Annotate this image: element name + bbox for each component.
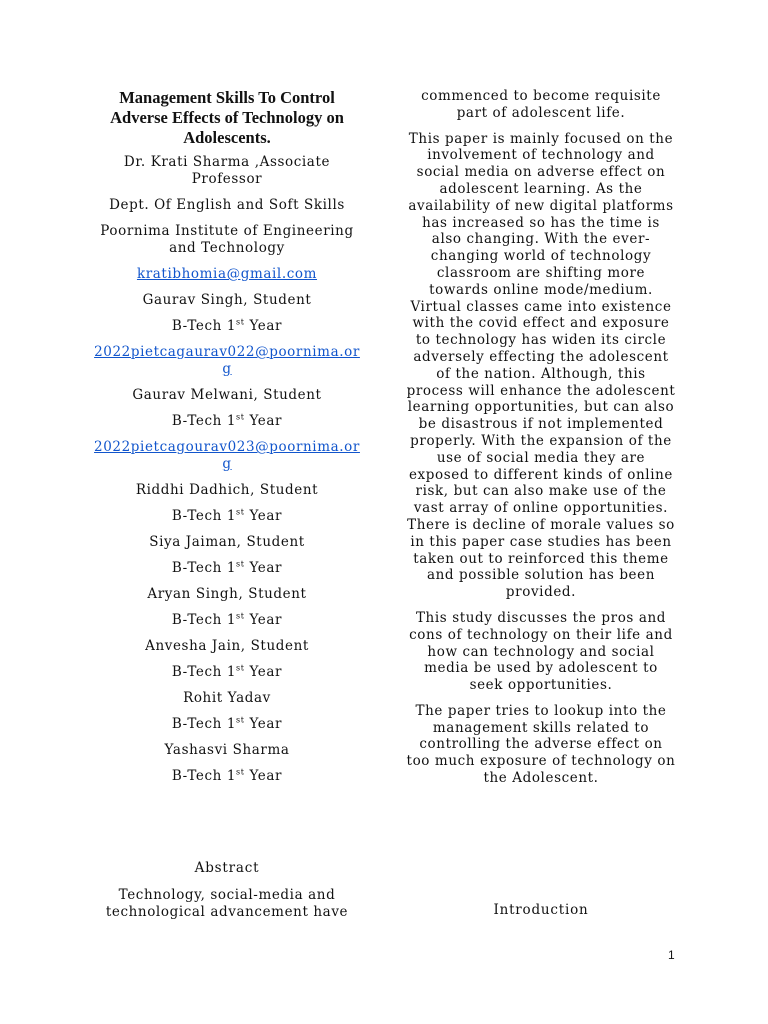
author-name: Riddhi Dadhich, Student: [135, 482, 319, 498]
author-year: B-Tech 1st Year: [171, 663, 283, 680]
author-name: Siya Jaiman, Student: [149, 534, 305, 550]
left-column: [92, 88, 362, 794]
email-link[interactable]: 2022pietcagaurav022@poornima.org: [94, 344, 360, 377]
author-year: B-Tech 1st Year: [171, 507, 283, 524]
page-number: 1: [668, 948, 675, 962]
abstract-continued: commenced to become requisite part of adolescent life.: [421, 88, 661, 121]
author-email[interactable]: [92, 439, 362, 473]
abstract-block: [92, 860, 362, 930]
author-year: B-Tech 1st Year: [171, 317, 283, 334]
author-year: B-Tech 1st Year: [171, 611, 283, 628]
author-name: Rohit Yadav: [183, 690, 271, 706]
abstract-paragraph: The paper tries to lookup into the management skills related to controlling the adverse effect on too much exposure of technology on the Adolescent.: [406, 702, 676, 787]
abstract-lead: Technology, social-media and technological advancement have: [105, 887, 349, 920]
author-email[interactable]: [92, 266, 362, 283]
paper-title: Management Skills To Control Adverse Effects of Technology on Adolescents.: [110, 88, 344, 147]
author-institute: Poornima Institute of Engineering and Technology: [100, 223, 354, 256]
introduction-block: [406, 902, 676, 919]
author-year: B-Tech 1st Year: [171, 559, 283, 576]
author-year: B-Tech 1st Year: [171, 715, 283, 732]
author-name: Yashasvi Sharma: [164, 742, 290, 758]
email-link[interactable]: 2022pietcagourav023@poornima.org: [94, 439, 360, 472]
author-year: B-Tech 1st Year: [171, 767, 283, 784]
introduction-heading: Introduction: [493, 902, 589, 918]
abstract-paragraph: This study discusses the pros and cons of technology on their life and how can technology and social media be used by adolescent to seek opportunities.: [409, 609, 673, 694]
author-name: Anvesha Jain, Student: [145, 638, 309, 654]
author-name: Gaurav Singh, Student: [142, 292, 312, 308]
right-column: [406, 88, 676, 796]
author-name: Gaurav Melwani, Student: [132, 387, 322, 403]
author-year: B-Tech 1st Year: [171, 412, 283, 429]
abstract-paragraph: This paper is mainly focused on the involvement of technology and social media on adverse effect on adolescent learning. As the availability of new digital platforms has increased so has the time is also changing. With the ever-changing world of technology classroom are shifting more towards online mode/medium. Virtual classes came into existence with the covid effect and exposure to technology has widen its circle adversely effecting the adolescent of the nation. Although, this process will enhance the adolescent learning opportunities, but can also be disastrous if not implemented properly. With the expansion of the use of social media they are exposed to different kinds of online risk, but can also make use of the vast array of online opportunities. There is decline of morale values so in this paper case studies has been taken out to reinforced this theme and possible solution has been provided.: [406, 130, 676, 601]
author-name: Dr. Krati Sharma ,Associate Professor: [123, 154, 331, 187]
email-link[interactable]: kratibhomia@gmail.com: [136, 266, 318, 282]
author-email[interactable]: [92, 344, 362, 378]
author-name: Aryan Singh, Student: [147, 586, 307, 602]
author-dept: Dept. Of English and Soft Skills: [109, 197, 345, 213]
abstract-heading: Abstract: [194, 860, 260, 876]
